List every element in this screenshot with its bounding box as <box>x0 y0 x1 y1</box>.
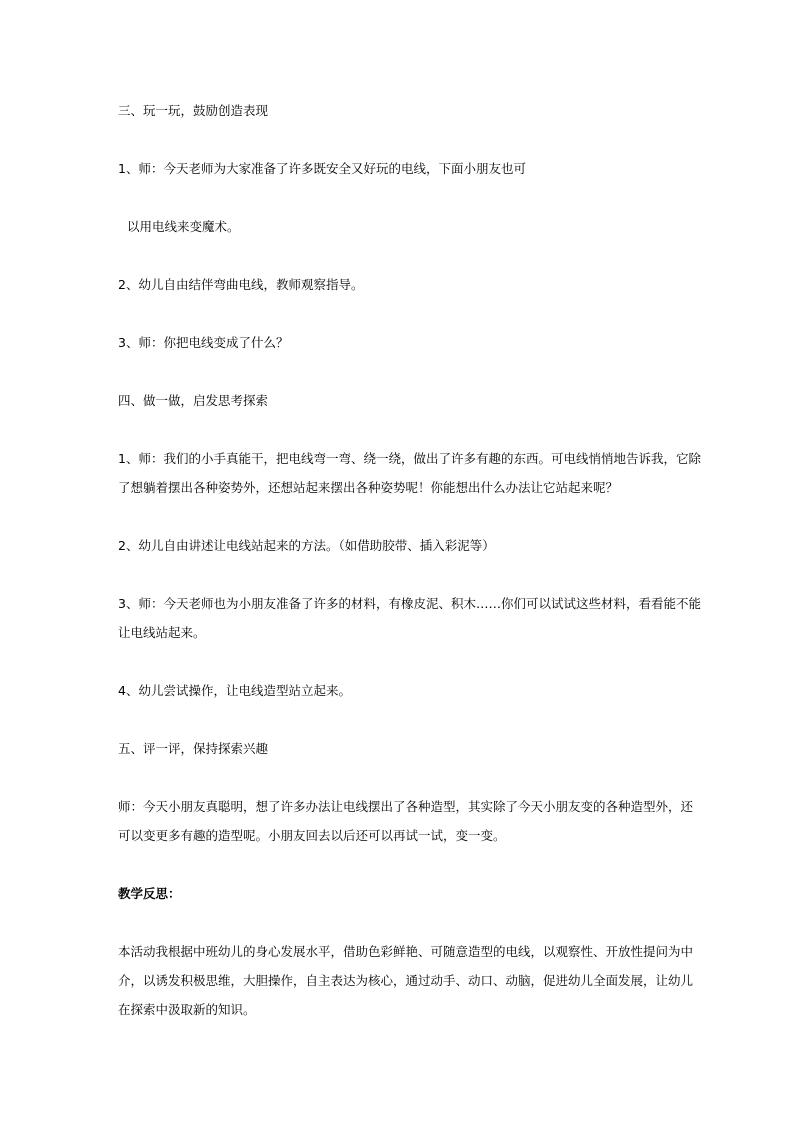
section-4-item-2: 2、幼儿自由讲述让电线站起来的方法。（如借助胶带、插入彩泥等） <box>118 538 495 553</box>
section-5-heading: 五、评一评，保持探索兴趣 <box>118 741 269 756</box>
section-5-paragraph-line-2: 可以变更多有趣的造型呢。小朋友回去以后还可以再试一试，变一变。 <box>118 828 506 843</box>
section-3-item-2: 2、幼儿自由结伴弯曲电线，教师观察指导。 <box>118 277 364 292</box>
section-4-item-3-line-1: 3、师：今天老师也为小朋友准备了许多的材料，有橡皮泥、积木……你们可以试试这些材料，看看能不能 <box>118 596 701 611</box>
reflection-line-1: 本活动我根据中班幼儿的身心发展水平，借助色彩鲜艳、可随意造型的电线，以观察性、开放性提问为中 <box>118 944 694 959</box>
section-3-heading: 三、玩一玩，鼓励创造表现 <box>118 103 269 118</box>
reflection-heading: 教学反思： <box>118 886 181 901</box>
section-3-item-1-line-2: 以用电线来变魔术。 <box>127 219 240 234</box>
reflection-line-3: 在探索中汲取新的知识。 <box>118 1002 256 1017</box>
section-4-heading: 四、做一做，启发思考探索 <box>118 393 269 408</box>
section-5-paragraph-line-1: 师：今天小朋友真聪明，想了许多办法让电线摆出了各种造型，其实除了今天小朋友变的各种造型外，还 <box>118 799 694 814</box>
reflection-line-2: 介，以诱发积极思维，大胆操作，自主表达为核心，通过动手、动口、动脑，促进幼儿全面发展，让幼儿 <box>118 973 694 988</box>
section-4-item-3-line-2: 让电线站起来。 <box>118 625 206 640</box>
section-3-item-1-line-1: 1、师：今天老师为大家准备了许多既安全又好玩的电线，下面小朋友也可 <box>118 161 526 176</box>
section-4-item-1-line-1: 1、师：我们的小手真能干，把电线弯一弯、绕一绕，做出了许多有趣的东西。可电线悄悄地告诉我，它除 <box>118 451 701 466</box>
section-3-item-3: 3、师：你把电线变成了什么？ <box>118 335 289 350</box>
section-4-item-1-line-2: 了想躺着摆出各种姿势外，还想站起来摆出各种姿势呢！你能想出什么办法让它站起来呢？ <box>118 480 619 495</box>
section-4-item-4: 4、幼儿尝试操作，让电线造型站立起来。 <box>118 683 351 698</box>
